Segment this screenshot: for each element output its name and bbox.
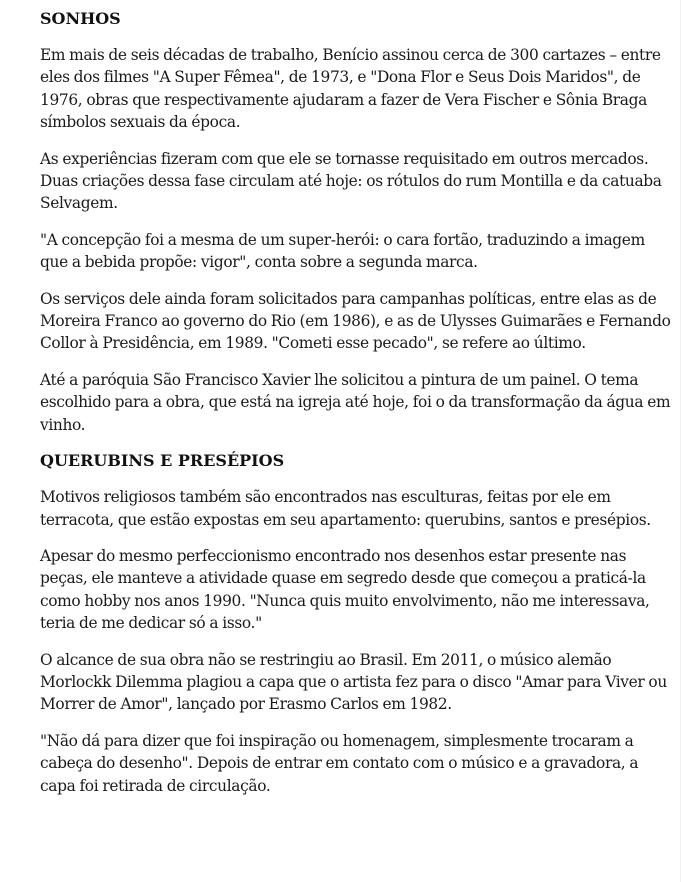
paragraph: Os serviços dele ainda foram solicitados para campanhas políticas, entre elas as de Moreira Franco ao governo do Rio (em 1986), e as de Ulysses Guimarães e Fernando Collor à Presidência, em 1989. "Cometi esse pecado", se refere ao último.	[40, 289, 671, 353]
paragraph: "Não dá para dizer que foi inspiração ou homenagem, simplesmente trocaram a cabeça do desenho". Depois de entrar em contato com o músico e a gravadora, a capa foi retirada de circulação.	[40, 731, 639, 795]
article-body	[40, 8, 672, 811]
paragraph: O alcance de sua obra não se restringiu ao Brasil. Em 2011, o músico alemão Morlockk Dilemma plagiou a capa que o artista fez para o disco "Amar para Viver ou Morrer de Amor", lançado por Erasmo Carlos em 1982.	[40, 650, 667, 714]
paragraph: "A concepção foi a mesma de um super-herói: o cara fortão, traduzindo a imagem que a bebida propõe: vigor", conta sobre a segunda marca.	[40, 230, 645, 272]
paragraph: Apesar do mesmo perfeccionismo encontrado nos desenhos estar presente nas peças, ele manteve a atividade quase em segredo desde que começou a praticá-la como hobby nos anos 1990. "Nunca quis muito envolvimento, não me interessava, teria de me dedicar só a isso."	[40, 546, 650, 633]
paragraph: Motivos religiosos também são encontrados nas esculturas, feitas por ele em terracota, que estão expostas em seu apartamento: querubins, santos e presépios.	[40, 488, 651, 529]
section-heading-sonhos: SONHOS	[40, 9, 121, 28]
section-heading-querubins: QUERUBINS E PRESÉPIOS	[40, 451, 285, 471]
paragraph: As experiências fizeram com que ele se tornasse requisitado em outros mercados. Duas criações dessa fase circulam até hoje: os rótulos do rum Montilla e da catuaba Selvagem.	[40, 149, 662, 213]
paragraph: Até a paróquia São Francisco Xavier lhe solicitou a pintura de um painel. O tema escolhido para a obra, que está na igreja até hoje, foi o da transformação da água em vinho.	[40, 370, 671, 434]
paragraph: Em mais de seis décadas de trabalho, Benício assinou cerca de 300 cartazes – entre eles dos filmes "A Super Fêmea", de 1973, e "Dona Flor e Seus Dois Maridos", de 1976, obras que respectivamente ajudaram a fazer de Vera Fischer e Sônia Braga símbolos sexuais da época.	[40, 46, 661, 132]
